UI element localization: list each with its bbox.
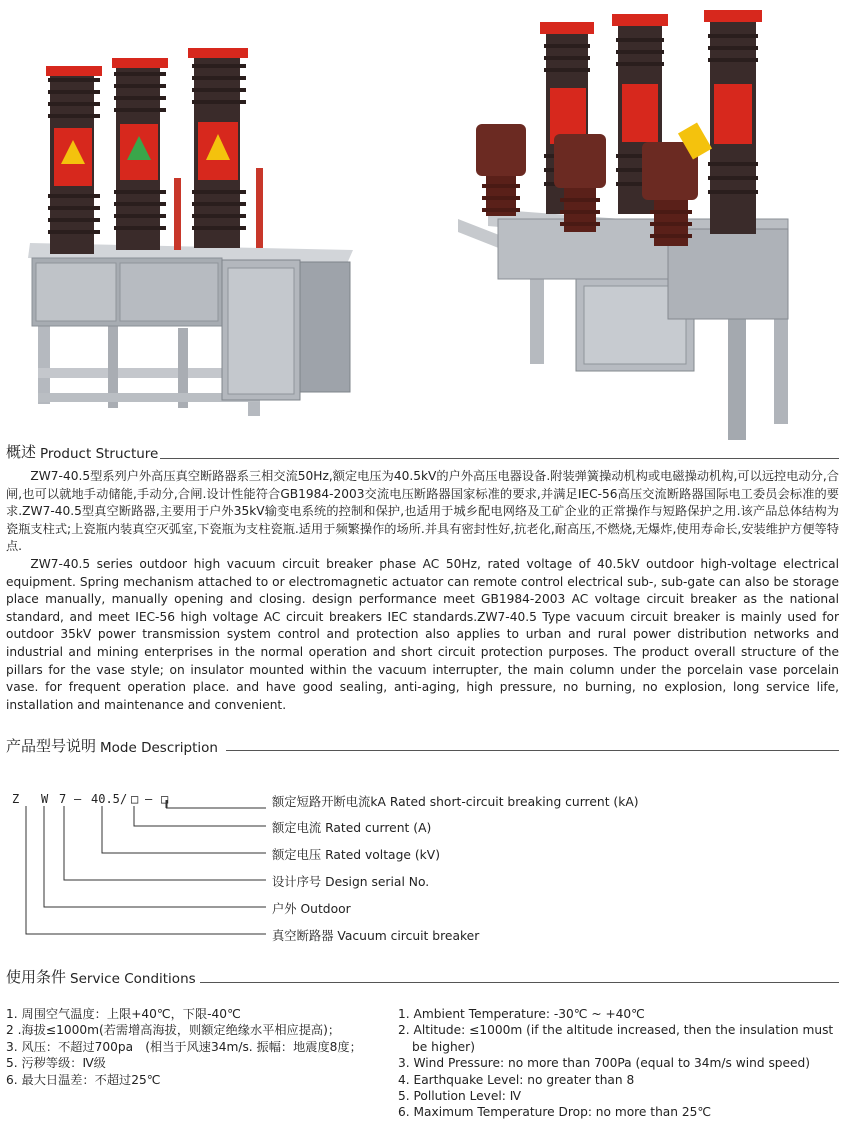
model-code-slash: /	[120, 792, 128, 806]
model-desc-outdoor: 户外 Outdoor	[272, 902, 351, 916]
condition-en-item: 6. Maximum Temperature Drop: no more than 25℃	[398, 1105, 712, 1120]
condition-en-item: 4. Earthquake Level: no greater than 8	[398, 1072, 635, 1087]
conditions-en-list	[398, 1006, 833, 1121]
condition-en-item: 3. Wind Pressure: no more than 700Pa (equal to 34m/s wind speed)	[398, 1056, 811, 1071]
section-title-en: Product Structure	[40, 446, 159, 462]
section-title-product-structure	[6, 441, 158, 462]
condition-zh-item: 6. 最大日温差：不超过25℃	[6, 1072, 161, 1087]
product-photo-left	[28, 38, 358, 418]
model-code-dash: —	[74, 792, 82, 806]
section-title-service-conditions	[6, 966, 196, 987]
model-code-box-current: □	[131, 792, 139, 806]
condition-zh-item: 1. 周围空气温度：上限+40℃，下限-40℃	[6, 1007, 241, 1021]
model-desc-vacuum-breaker: 真空断路器 Vacuum circuit breaker	[272, 929, 480, 943]
model-code-box-breaking: □	[161, 792, 169, 806]
section-title-zh: 产品型号说明	[6, 737, 97, 755]
section-divider	[200, 982, 839, 983]
section-divider	[160, 458, 839, 459]
condition-zh-item: 2 .海拔≤1000m(若需增高海拔，则额定绝缘水平相应提高)；	[6, 1023, 341, 1038]
section-title-zh: 概述	[6, 443, 37, 461]
product-structure-en: ZW7-40.5 series outdoor high vacuum circuit breaker phase AC 50Hz, rated voltage of 40.5kV outdoor high-voltage electrical equipment. Spring mechanism attached to or electromagnetic actuator can remote control electrical sub-, sub-gate can also be storage place manually, manually opening and closing. design performance meet GB1984-2003 AC voltage circuit breaker as the national standard, and meet IEC-56 high voltage AC circuit breakers IEC standards.ZW7-40.5 Type vacuum circuit breaker is mainly used for outdoor 35kV power transmission system control and protection also applies to urban and rural power distribution networks and industrial and mining enterprises in the normal operation and short circuit protection purposes. The product overall structure of the pillars for the vase style; on insulator mounted within the vacuum interrupter, the main column under the porcelain vase porcelain vase. for frequent operation place. and have good sealing, anti-aging, high pressure, no burning, no explosion, long service life, installation and maintenance and convenient.	[6, 556, 839, 712]
condition-en-item: 2. Altitude: ≤1000m (if the altitude increased, then the insulation must	[398, 1023, 834, 1038]
condition-en-item: 1. Ambient Temperature: -30℃ ~ +40℃	[398, 1007, 645, 1021]
model-code-7: 7	[59, 792, 67, 806]
model-desc-rated-current: 额定电流 Rated current (A)	[272, 821, 432, 835]
condition-en-item-continued: be higher)	[412, 1039, 475, 1054]
conditions-zh-list	[6, 1006, 362, 1088]
section-title-zh: 使用条件	[6, 968, 67, 986]
condition-zh-item: 5. 污秽等级：Ⅳ级	[6, 1056, 106, 1071]
model-code-w: W	[41, 792, 49, 806]
model-desc-design-serial: 设计序号 Design serial No.	[272, 875, 430, 889]
product-photo-right	[458, 4, 798, 444]
condition-zh-item: 3. 风压：不超过700pa (相当于风速34m/s. 振幅：地震度8度；	[6, 1039, 362, 1054]
section-title-en: Mode Description	[100, 740, 218, 756]
section-title-en: Service Conditions	[70, 971, 196, 987]
product-structure-text	[6, 468, 839, 714]
model-code-z: Z	[12, 792, 20, 806]
model-desc-rated-voltage: 额定电压 Rated voltage (kV)	[272, 848, 440, 862]
section-divider	[226, 750, 839, 751]
model-code-dash: —	[145, 792, 153, 806]
model-code-voltage: 40.5	[91, 792, 120, 806]
model-desc-breaking-current: 额定短路开断电流kA Rated short-circuit breaking current (kA)	[272, 795, 639, 809]
product-structure-zh: ZW7-40.5型系列户外高压真空断路器系三相交流50Hz,额定电压为40.5kV的户外高压电器设备.附装弹簧操动机构或电磁操动机构,可以远控电动分,合闸,也可以就地手动储能,手动分,合闸.设计性能符合GB1984-2003交流电压断路器国家标准的要求,并满足IEC-56高压交流断路器国际电工委员会标准的要求.ZW7-40.5型真空断路器,主要用于户外35kV输变电系统的控制和保护,也适用于城乡配电网络及工矿企业的正常操作与短路保护之用.该产品总体结构为瓷瓶支柱式;上瓷瓶内装真空灭弧室,下瓷瓶为支柱瓷瓶.适用于频繁操作的场所.并具有密封性好,抗老化,耐高压,不燃烧,无爆炸,使用寿命长,安装维护方便等特点.	[6, 469, 839, 554]
condition-en-item: 5. Pollution Level: Ⅳ	[398, 1089, 521, 1104]
section-title-mode-description	[6, 735, 218, 756]
